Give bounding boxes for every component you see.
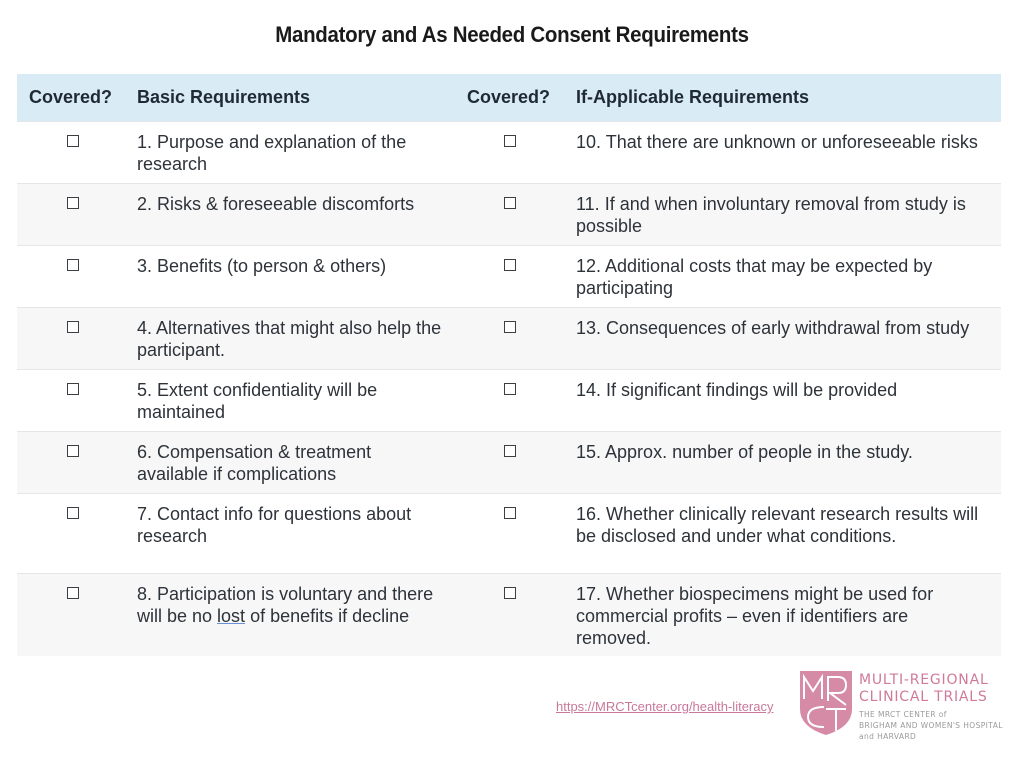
checkbox-basic-4[interactable] xyxy=(67,321,79,333)
header-covered-applicable: Covered? xyxy=(467,87,551,107)
table-row xyxy=(17,183,1001,245)
logo-title-line2: CLINICAL TRIALS xyxy=(859,689,988,705)
applicable-requirement-13: 13. Consequences of early withdrawal from study xyxy=(576,318,970,338)
header-basic-requirements: Basic Requirements xyxy=(137,87,311,107)
table-header xyxy=(17,74,1001,121)
checkbox-applicable-15[interactable] xyxy=(504,445,516,457)
basic-requirement-8: 8. Participation is voluntary and there will be no lost of benefits if decline xyxy=(137,584,434,626)
checkbox-applicable-12[interactable] xyxy=(504,259,516,271)
applicable-requirement-15: 15. Approx. number of people in the study. xyxy=(576,442,913,462)
logo-sub-line3: and HARVARD xyxy=(859,732,917,741)
page-title: Mandatory and As Needed Consent Requirements xyxy=(275,22,749,47)
table-row xyxy=(17,493,1001,573)
checkbox-applicable-17[interactable] xyxy=(504,587,516,599)
table-row xyxy=(17,431,1001,493)
checkbox-applicable-13[interactable] xyxy=(504,321,516,333)
checkbox-applicable-10[interactable] xyxy=(504,135,516,147)
spellcheck-flagged-word: lost xyxy=(217,606,246,626)
table-row xyxy=(17,245,1001,307)
basic-requirement-3: 3. Benefits (to person & others) xyxy=(137,256,387,276)
table-row xyxy=(17,369,1001,431)
basic-requirement-5: 5. Extent confidentiality will be maintained xyxy=(137,380,378,422)
header-if-applicable-requirements: If-Applicable Requirements xyxy=(576,87,810,107)
applicable-requirement-11: 11. If and when involuntary removal from study is possible xyxy=(576,194,966,236)
table-row xyxy=(17,121,1001,183)
basic-requirement-4: 4. Alternatives that might also help the participant. xyxy=(137,318,442,360)
logo-sub-line1: THE MRCT CENTER of xyxy=(859,710,947,719)
applicable-requirement-16: 16. Whether clinically relevant research results will be disclosed and under what conditions. xyxy=(576,504,979,546)
logo-title-line1: MULTI-REGIONAL xyxy=(859,672,989,688)
checkbox-basic-1[interactable] xyxy=(67,135,79,147)
table-row xyxy=(17,573,1001,656)
basic-requirement-2: 2. Risks & foreseeable discomforts xyxy=(137,194,415,214)
header-covered-basic: Covered? xyxy=(29,87,113,107)
checkbox-applicable-11[interactable] xyxy=(504,197,516,209)
checkbox-basic-2[interactable] xyxy=(67,197,79,209)
checkbox-basic-3[interactable] xyxy=(67,259,79,271)
checkbox-basic-7[interactable] xyxy=(67,507,79,519)
consent-requirements-table xyxy=(17,74,1001,656)
mrct-logo-icon xyxy=(800,671,852,735)
checkbox-applicable-14[interactable] xyxy=(504,383,516,395)
applicable-requirement-14: 14. If significant findings will be provided xyxy=(576,380,898,400)
basic-requirement-1: 1. Purpose and explanation of the research xyxy=(137,132,407,174)
logo-sub-line2: BRIGHAM AND WOMEN'S HOSPITAL xyxy=(859,721,1003,730)
health-literacy-link[interactable]: https://MRCTcenter.org/health-literacy xyxy=(556,699,774,714)
applicable-requirement-10: 10. That there are unknown or unforeseeable risks xyxy=(576,132,978,152)
checkbox-applicable-16[interactable] xyxy=(504,507,516,519)
checkbox-basic-6[interactable] xyxy=(67,445,79,457)
basic-requirement-7: 7. Contact info for questions about research xyxy=(137,504,412,546)
applicable-requirement-12: 12. Additional costs that may be expected by participating xyxy=(576,256,933,298)
checkbox-basic-8[interactable] xyxy=(67,587,79,599)
applicable-requirement-17: 17. Whether biospecimens might be used for commercial profits – even if identifiers are removed. xyxy=(576,584,934,648)
basic-requirement-6: 6. Compensation & treatment available if complications xyxy=(137,442,372,484)
checkbox-basic-5[interactable] xyxy=(67,383,79,395)
table-row xyxy=(17,307,1001,369)
